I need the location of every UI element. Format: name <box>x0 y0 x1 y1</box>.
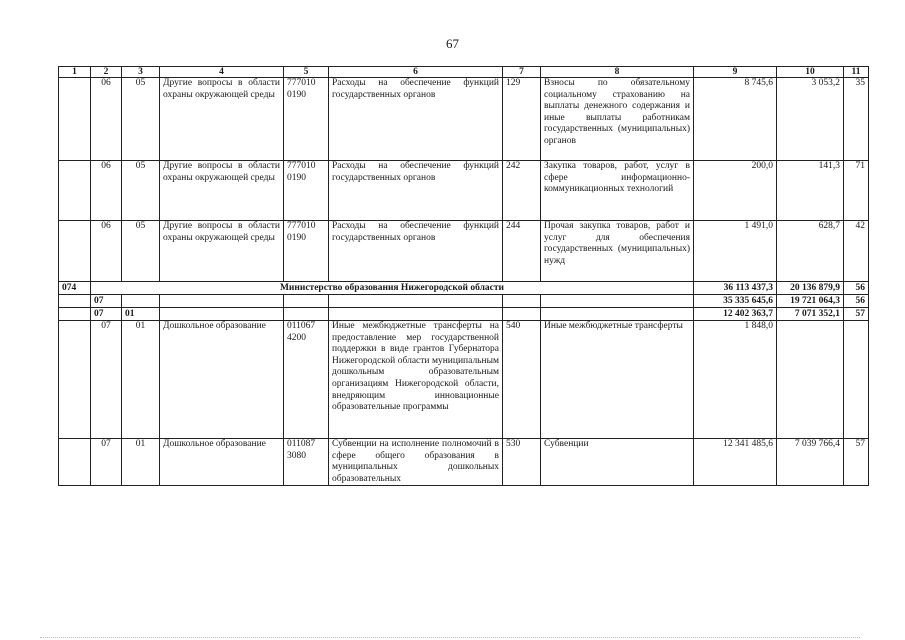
cell-planned: 1 848,0 <box>694 321 777 439</box>
cell-code <box>59 321 91 439</box>
ministry-name: Министерство образования Нижегородской области <box>91 282 694 295</box>
ministry-total-row <box>59 282 869 295</box>
column-number-row <box>59 67 869 78</box>
cell-subsection: 05 <box>122 161 160 221</box>
cell-executed: 7 039 766,4 <box>777 439 844 486</box>
cell-expense-type: 242 <box>503 161 541 221</box>
cell-percent: 42 <box>844 221 869 282</box>
cell-expense-name: Иные межбюджетные трансферты <box>541 321 694 439</box>
cell-section: 07 <box>91 439 122 486</box>
column-header: 5 <box>284 67 329 78</box>
cell-target-code: 777010 0190 <box>284 161 329 221</box>
column-header: 3 <box>122 67 160 78</box>
cell-percent: 71 <box>844 161 869 221</box>
cell-executed <box>777 321 844 439</box>
cell-section: 07 <box>91 308 122 321</box>
cell-executed: 19 721 064,3 <box>777 295 844 308</box>
column-header: 2 <box>91 67 122 78</box>
cell-percent: 57 <box>844 308 869 321</box>
cell-executed: 628,7 <box>777 221 844 282</box>
cell-planned: 8 745,6 <box>694 78 777 161</box>
cell-expense-name: Закупка товаров, работ, услуг в сфере информационно-коммуникационных технологий <box>541 161 694 221</box>
column-header: 9 <box>694 67 777 78</box>
cell-expense-name: Субвенции <box>541 439 694 486</box>
cell-percent: 57 <box>844 439 869 486</box>
table-row <box>59 161 869 221</box>
cell-section: 06 <box>91 78 122 161</box>
section-total-row <box>59 295 869 308</box>
column-header: 10 <box>777 67 844 78</box>
cell-code <box>59 161 91 221</box>
cell-percent <box>844 321 869 439</box>
column-header: 4 <box>160 67 284 78</box>
cell-planned: 200,0 <box>694 161 777 221</box>
cell-target-code: 777010 0190 <box>284 221 329 282</box>
cell-expense-name: Взносы по обязательному социальному страхованию на выплаты денежного содержания и иные выплаты работникам государственных (муниципальных) органов <box>541 78 694 161</box>
cell-expense-name: Прочая закупка товаров, работ и услуг для обеспечения государственных (муниципальных) нужд <box>541 221 694 282</box>
cell-section: 07 <box>91 295 122 308</box>
cell-percent: 56 <box>844 295 869 308</box>
cell-planned: 36 113 437,3 <box>694 282 777 295</box>
cell-target-code: 011067 4200 <box>284 321 329 439</box>
cell-subsection: 01 <box>122 439 160 486</box>
cell-code <box>59 439 91 486</box>
column-header: 11 <box>844 67 869 78</box>
cell-executed: 7 071 352,1 <box>777 308 844 321</box>
cell-target-code: 777010 0190 <box>284 78 329 161</box>
cell-section: 06 <box>91 161 122 221</box>
cell-subsection: 05 <box>122 78 160 161</box>
cell-section-name: Дошкольное образование <box>160 439 284 486</box>
cell-expense-type: 530 <box>503 439 541 486</box>
cell-subsection: 01 <box>122 308 160 321</box>
cell-code <box>59 78 91 161</box>
cell-executed: 141,3 <box>777 161 844 221</box>
budget-table <box>58 66 869 486</box>
cell-target-code: 011087 3080 <box>284 439 329 486</box>
cell-target-name: Иные межбюджетные трансферты на предоставление мер государственной поддержки в виде грантов Губернатора Нижегородской области муниципальным дошкольным образовательным организациям Нижегородской области, внедряющим инновационные образовательные программы <box>329 321 503 439</box>
cell-expense-type: 540 <box>503 321 541 439</box>
cell-planned: 35 335 645,6 <box>694 295 777 308</box>
cell-section-name: Дошкольное образование <box>160 321 284 439</box>
table-row <box>59 221 869 282</box>
column-header: 1 <box>59 67 91 78</box>
cell-section-name: Другие вопросы в области охраны окружающей среды <box>160 221 284 282</box>
cell-target-name: Субвенции на исполнение полномочий в сфере общего образования в муниципальных дошкольных образовательных <box>329 439 503 486</box>
cell-code <box>59 221 91 282</box>
cell-section: 06 <box>91 221 122 282</box>
cell-subsection: 05 <box>122 221 160 282</box>
cell-section: 07 <box>91 321 122 439</box>
ministry-code: 074 <box>59 282 91 295</box>
cell-percent: 35 <box>844 78 869 161</box>
cell-executed: 3 053,2 <box>777 78 844 161</box>
cell-planned: 12 402 363,7 <box>694 308 777 321</box>
cell-section-name: Другие вопросы в области охраны окружающей среды <box>160 78 284 161</box>
cell-section-name: Другие вопросы в области охраны окружающей среды <box>160 161 284 221</box>
column-header: 6 <box>329 67 503 78</box>
column-header: 8 <box>541 67 694 78</box>
cell-target-name: Расходы на обеспечение функций государственных органов <box>329 221 503 282</box>
column-header: 7 <box>503 67 541 78</box>
cell-planned: 1 491,0 <box>694 221 777 282</box>
cell-planned: 12 341 485,6 <box>694 439 777 486</box>
cell-percent: 56 <box>844 282 869 295</box>
table-row <box>59 78 869 161</box>
cell-target-name: Расходы на обеспечение функций государственных органов <box>329 161 503 221</box>
subsection-total-row <box>59 308 869 321</box>
page-number: 67 <box>446 36 459 51</box>
cell-expense-type: 244 <box>503 221 541 282</box>
cell-expense-type: 129 <box>503 78 541 161</box>
cell-subsection: 01 <box>122 321 160 439</box>
cell-executed: 20 136 879,9 <box>777 282 844 295</box>
cell-target-name: Расходы на обеспечение функций государственных органов <box>329 78 503 161</box>
table-row <box>59 439 869 486</box>
table-row <box>59 321 869 439</box>
